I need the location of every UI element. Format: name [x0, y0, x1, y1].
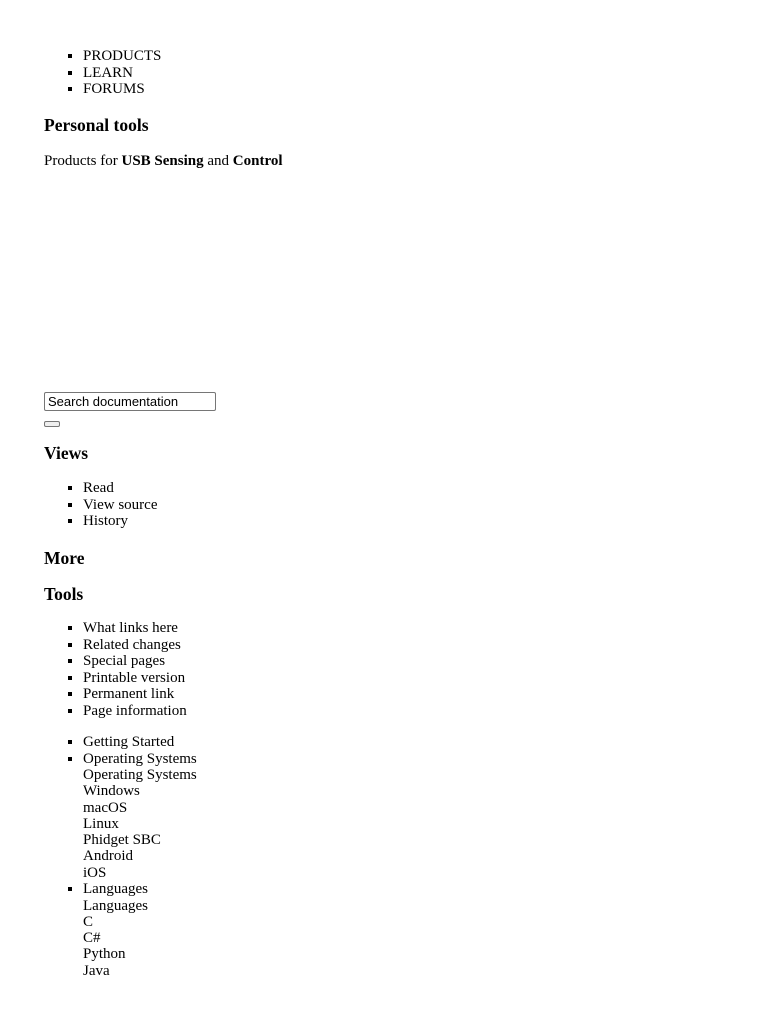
views-item-history [83, 513, 158, 530]
search-button[interactable] [44, 421, 60, 427]
tools-item [83, 670, 187, 687]
submenu-link-ios[interactable]: iOS [83, 864, 107, 881]
submenu-link-operating-systems[interactable]: Operating Systems [83, 767, 197, 783]
views-item-view-source [83, 497, 158, 514]
view-link-read[interactable]: Read [83, 480, 114, 496]
more-heading[interactable]: More [44, 548, 85, 568]
tagline-middle: and [203, 153, 233, 169]
tagline-usb-sensing: USB Sensing [121, 153, 204, 169]
submenu-link-macos[interactable]: macOS [83, 799, 128, 816]
docs-link-getting-started[interactable]: Getting Started [83, 734, 175, 750]
submenu-link-linux[interactable]: Linux [83, 815, 119, 832]
tagline-prefix: Products for [44, 153, 122, 169]
search-input[interactable] [44, 392, 216, 411]
docs-link-languages[interactable]: Languages [83, 881, 148, 898]
submenu-link-android[interactable]: Android [83, 848, 133, 865]
nav-link-learn[interactable]: LEARN [83, 64, 133, 81]
views-list [44, 480, 158, 530]
tools-item [83, 686, 187, 703]
submenu-link-java[interactable]: Java [83, 962, 110, 979]
submenu-link-python[interactable]: Python [83, 946, 126, 963]
tools-item [83, 703, 187, 720]
tools-heading: Tools [44, 584, 84, 604]
nav-item-products [83, 48, 161, 65]
personal-tools-heading: Personal tools [44, 115, 149, 135]
tagline-control: Control [232, 153, 283, 169]
tools-list [44, 620, 187, 719]
nav-link-forums[interactable]: FORUMS [83, 81, 145, 97]
submenu-link-windows[interactable]: Windows [83, 783, 140, 800]
nav-item-learn [83, 65, 161, 82]
nav-item-forums [83, 81, 161, 98]
view-link-view-source[interactable]: View source [83, 496, 158, 513]
submenu-link-csharp[interactable]: C# [83, 930, 101, 947]
languages-submenu [83, 898, 197, 979]
top-navigation [44, 48, 161, 98]
submenu-link-languages[interactable]: Languages [83, 897, 148, 914]
docs-item-getting-started [83, 734, 197, 751]
tools-item [83, 637, 187, 654]
tools-item [83, 620, 187, 637]
tool-link-what-links-here[interactable]: What links here [83, 620, 178, 636]
docs-item-operating-systems [83, 751, 197, 882]
views-item-read [83, 480, 158, 497]
tool-link-permanent-link[interactable]: Permanent link [83, 686, 175, 702]
tool-link-special-pages[interactable]: Special pages [83, 653, 166, 669]
docs-link-operating-systems[interactable]: Operating Systems [83, 750, 197, 767]
tool-link-printable-version[interactable]: Printable version [83, 669, 186, 686]
site-tagline[interactable] [44, 152, 283, 170]
nav-link-products[interactable]: PRODUCTS [83, 48, 162, 64]
tool-link-related-changes[interactable]: Related changes [83, 636, 181, 653]
tool-link-page-information[interactable]: Page information [83, 702, 187, 719]
docs-navigation [44, 734, 197, 979]
submenu-link-phidget-sbc[interactable]: Phidget SBC [83, 832, 161, 849]
tools-item [83, 653, 187, 670]
submenu-link-c[interactable]: C [83, 913, 94, 930]
operating-systems-submenu [83, 767, 197, 881]
docs-item-languages [83, 881, 197, 979]
views-heading: Views [44, 443, 89, 463]
view-link-history[interactable]: History [83, 513, 128, 529]
